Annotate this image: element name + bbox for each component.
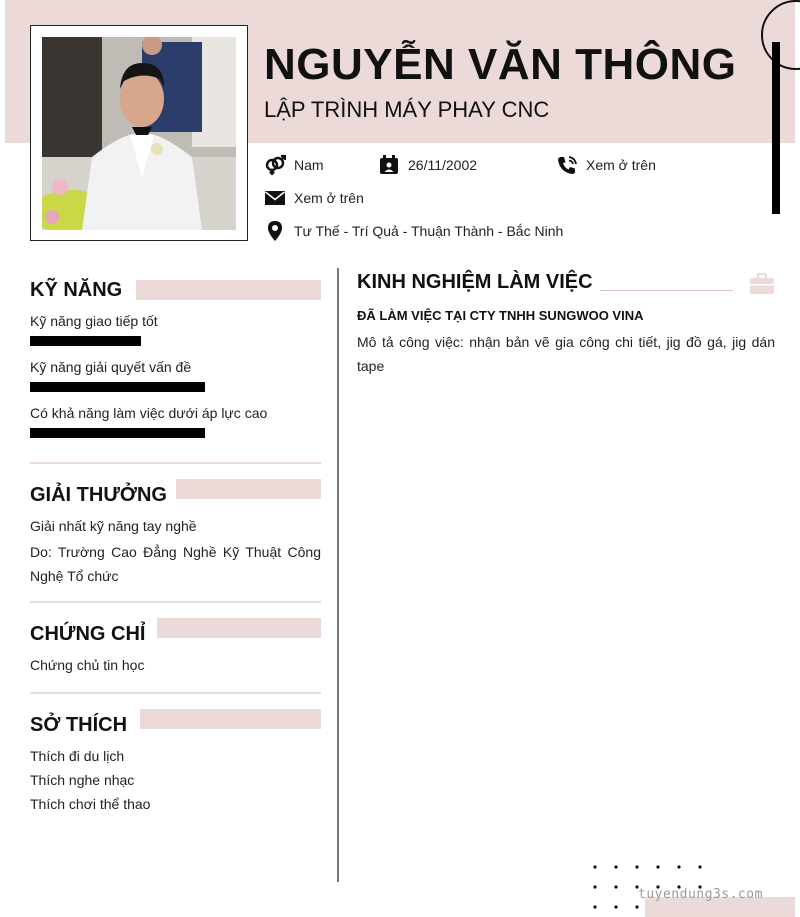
experience-description: Mô tả công việc: nhận bản vẽ gia công chi tiết, jig đồ gá, jig dán tape [357,334,775,374]
column-divider [337,268,339,882]
award-description: Do: Trường Cao Đẳng Nghề Kỹ Thuật Công Nghệ Tổ chức [30,544,321,584]
job-title: LẬP TRÌNH MÁY PHAY CNC [264,97,550,122]
address-value: Tư Thế - Trí Quả - Thuận Thành - Bắc Ninh [294,223,564,239]
watermark: tuyendung3s.com [638,887,763,902]
briefcase-icon [749,273,775,295]
certificate-item: Chứng chủ tin học [30,657,145,673]
candidate-name: NGUYỄN VĂN THÔNG [264,40,737,89]
skills-title-bar [136,280,321,300]
award-item: Giải nhất kỹ năng tay nghề [30,518,197,534]
skill-label: Kỹ năng giải quyết vấn đề [30,359,192,375]
certificates-title-bar [157,618,321,638]
hobby-item: Thích đi du lịch [30,748,125,764]
experience-title-line [600,290,733,291]
awards-title-bar [176,479,321,499]
address-info [264,220,563,242]
profile-photo [42,37,236,230]
section-divider [30,601,321,603]
hobby-item: Thích nghe nhạc [30,772,135,788]
experience-company: ĐÃ LÀM VIỆC TẠI CTY TNHH SUNGWOO VINA [357,308,644,323]
birthday-info [378,154,477,176]
hobbies-title-bar [140,709,321,729]
experience-title: KINH NGHIỆM LÀM VIỆC [357,271,593,293]
birthday-value: 26/11/2002 [408,157,478,173]
email-info [264,187,364,209]
email-value: Xem ở trên [294,190,364,206]
awards-title: GIẢI THƯỞNG [30,484,167,506]
skill-level-bar [30,336,141,346]
section-divider [30,462,321,464]
certificates-title: CHỨNG CHỈ [30,623,146,645]
envelope-icon [264,187,286,209]
phone-value: Xem ở trên [586,157,656,173]
gender-value: Nam [294,157,324,173]
skill-label: Kỹ năng giao tiếp tốt [30,313,158,329]
section-divider [30,692,321,694]
skill-level-bar [30,428,205,438]
skill-label: Có khả năng làm việc dưới áp lực cao [30,405,268,421]
decorative-bar [772,42,780,214]
location-pin-icon [264,220,286,242]
gender-icon [264,154,286,176]
skills-title: KỸ NĂNG [30,279,123,301]
hobbies-title: SỞ THÍCH [30,714,128,736]
skill-level-bar [30,382,205,392]
profile-photo-frame [30,25,248,241]
hobby-item: Thích chơi thể thao [30,796,151,812]
calendar-icon [378,154,400,176]
gender-info [264,154,324,176]
phone-info [556,154,656,176]
phone-icon [556,154,578,176]
